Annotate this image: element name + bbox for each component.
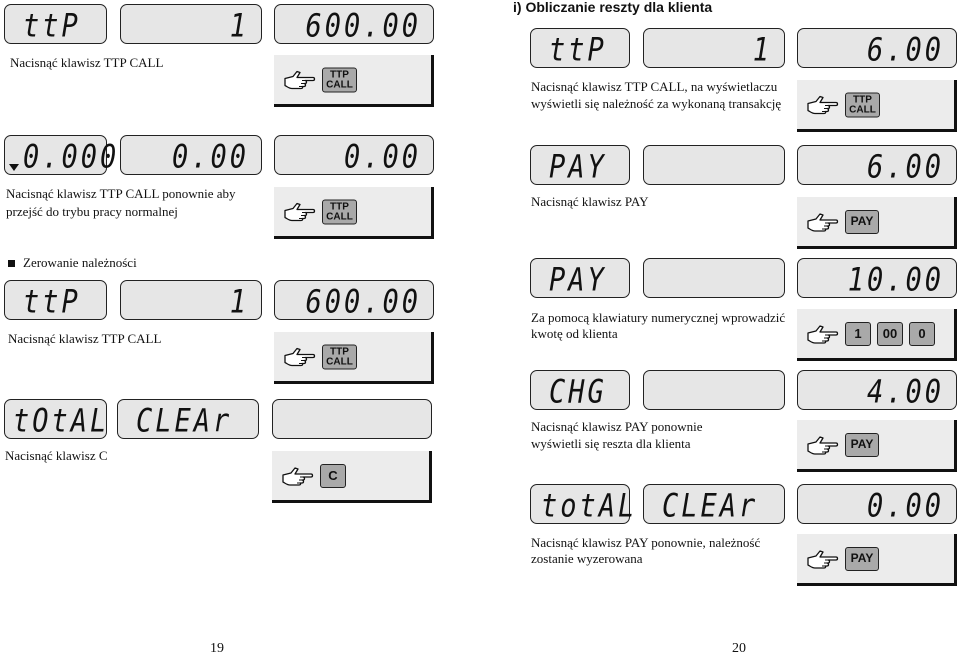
lcd-readout: ttP — [23, 8, 81, 45]
step-instruction: przejść do trybu pracy normalnej — [6, 204, 178, 219]
lcd-unit-price-display — [117, 399, 259, 439]
lcd-weight-display — [530, 370, 630, 410]
section-title: Zerowanie należności — [23, 255, 137, 270]
lcd-weight-display — [530, 145, 630, 185]
pointing-hand-icon — [807, 435, 839, 455]
lcd-weight-display — [4, 135, 120, 176]
pay-key[interactable]: PAY — [845, 210, 879, 234]
key-illustration — [797, 420, 957, 472]
ttp-call-key[interactable]: TTP CALL — [322, 344, 357, 369]
key-illustration — [274, 55, 434, 107]
lcd-weight-display — [530, 258, 630, 298]
lcd-readout: 6.00 — [866, 32, 944, 69]
pointing-hand-icon — [284, 70, 316, 90]
step-instruction: Nacisnąć klawisz PAY ponownie, należność — [531, 535, 761, 550]
lcd-readout: PAY — [549, 149, 607, 186]
lcd-unit-price-display — [643, 484, 785, 524]
c-key[interactable]: C — [320, 464, 346, 488]
step-instruction: kwotę od klienta — [531, 326, 618, 341]
pay-key[interactable]: PAY — [845, 433, 879, 457]
lcd-readout: 1 — [229, 284, 249, 321]
lcd-readout: ttP — [549, 32, 607, 69]
pointing-hand-icon — [807, 324, 839, 344]
lcd-readout: PAY — [549, 262, 607, 299]
lcd-readout: 600.00 — [305, 8, 421, 45]
key-illustration — [274, 332, 434, 384]
ttp-call-key[interactable]: TTP CALL — [322, 199, 357, 224]
pay-key[interactable]: PAY — [845, 547, 879, 571]
pointing-hand-icon — [284, 202, 316, 222]
key-illustration — [797, 309, 957, 361]
step-instruction: Za pomocą klawiatury numerycznej wprowadzić — [531, 310, 786, 325]
lcd-readout: 0.000 — [23, 139, 120, 176]
key-illustration — [797, 80, 957, 132]
lcd-total-display — [272, 399, 432, 439]
key-illustration — [274, 187, 434, 239]
ttp-call-key[interactable]: TTP CALL — [322, 67, 357, 92]
lcd-total-display — [797, 370, 957, 410]
pointing-hand-icon — [284, 347, 316, 367]
lcd-total-display — [274, 4, 434, 44]
lcd-weight-display — [530, 28, 630, 68]
step-instruction: zostanie wyzerowana — [531, 551, 643, 566]
page-number: 19 — [210, 641, 224, 655]
lcd-readout: 0.00 — [866, 488, 944, 525]
pointing-hand-icon — [807, 549, 839, 569]
digit-1-key[interactable]: 1 — [845, 322, 871, 346]
lcd-readout: CLEAr — [662, 488, 759, 525]
step-instruction: Nacisnąć klawisz TTP CALL — [8, 331, 162, 346]
lcd-unit-price-display — [120, 280, 262, 320]
lcd-total-display — [797, 145, 957, 185]
lcd-readout: 0.00 — [171, 139, 249, 176]
key-illustration — [797, 534, 957, 586]
lcd-readout: 1 — [229, 8, 249, 45]
lcd-unit-price-display — [120, 135, 262, 175]
lcd-total-display — [797, 28, 957, 68]
page-number: 20 — [732, 641, 746, 655]
step-instruction: Nacisnąć klawisz TTP CALL ponownie aby — [6, 186, 236, 201]
lcd-total-display — [274, 280, 434, 320]
lcd-readout: CHG — [549, 374, 607, 411]
pointing-hand-icon — [807, 95, 839, 115]
lcd-weight-display — [530, 484, 638, 525]
lcd-readout: 0.00 — [343, 139, 421, 176]
lcd-unit-price-display — [643, 370, 785, 410]
lcd-unit-price-display — [120, 4, 262, 44]
lcd-readout: CLEAr — [136, 403, 233, 440]
lcd-total-display — [797, 258, 957, 298]
lcd-readout: 10.00 — [847, 262, 944, 299]
step-instruction: Nacisnąć klawisz PAY ponownie — [531, 419, 703, 434]
lcd-total-display — [274, 135, 434, 175]
lcd-weight-display — [4, 280, 107, 320]
lcd-readout: tOtAL — [13, 403, 110, 440]
pointing-hand-icon — [282, 466, 314, 486]
key-illustration — [797, 197, 957, 249]
section-bullet — [8, 260, 15, 267]
step-instruction: wyświetli się należność za wykonaną transakcję — [531, 96, 782, 111]
lcd-unit-price-display — [643, 28, 785, 68]
lcd-readout: ttP — [23, 284, 81, 321]
step-instruction: Nacisnąć klawisz C — [5, 448, 108, 463]
double-zero-key[interactable]: 00 — [877, 322, 903, 346]
lcd-readout: 600.00 — [305, 284, 421, 321]
step-instruction: Nacisnąć klawisz TTP CALL — [10, 55, 164, 70]
step-instruction: wyświetli się reszta dla klienta — [531, 436, 691, 451]
pointing-hand-icon — [807, 212, 839, 232]
ttp-call-key[interactable]: TTP CALL — [845, 92, 880, 117]
lcd-readout: 1 — [752, 32, 772, 69]
digit-0-key[interactable]: 0 — [909, 322, 935, 346]
lcd-total-display — [797, 484, 957, 524]
lcd-readout: totAL — [541, 488, 638, 525]
lcd-weight-display — [4, 4, 107, 44]
lcd-weight-display — [4, 399, 110, 440]
lcd-readout: 4.00 — [866, 374, 944, 411]
lcd-unit-price-display — [643, 145, 785, 185]
lcd-readout: 6.00 — [866, 149, 944, 186]
step-instruction: Nacisnąć klawisz TTP CALL, na wyświetlaczu — [531, 79, 778, 94]
lcd-unit-price-display — [643, 258, 785, 298]
section-heading: i) Obliczanie reszty dla klienta — [513, 0, 713, 15]
indicator-arrow-icon — [9, 164, 19, 171]
step-instruction: Nacisnąć klawisz PAY — [531, 194, 649, 209]
key-illustration — [272, 451, 432, 503]
